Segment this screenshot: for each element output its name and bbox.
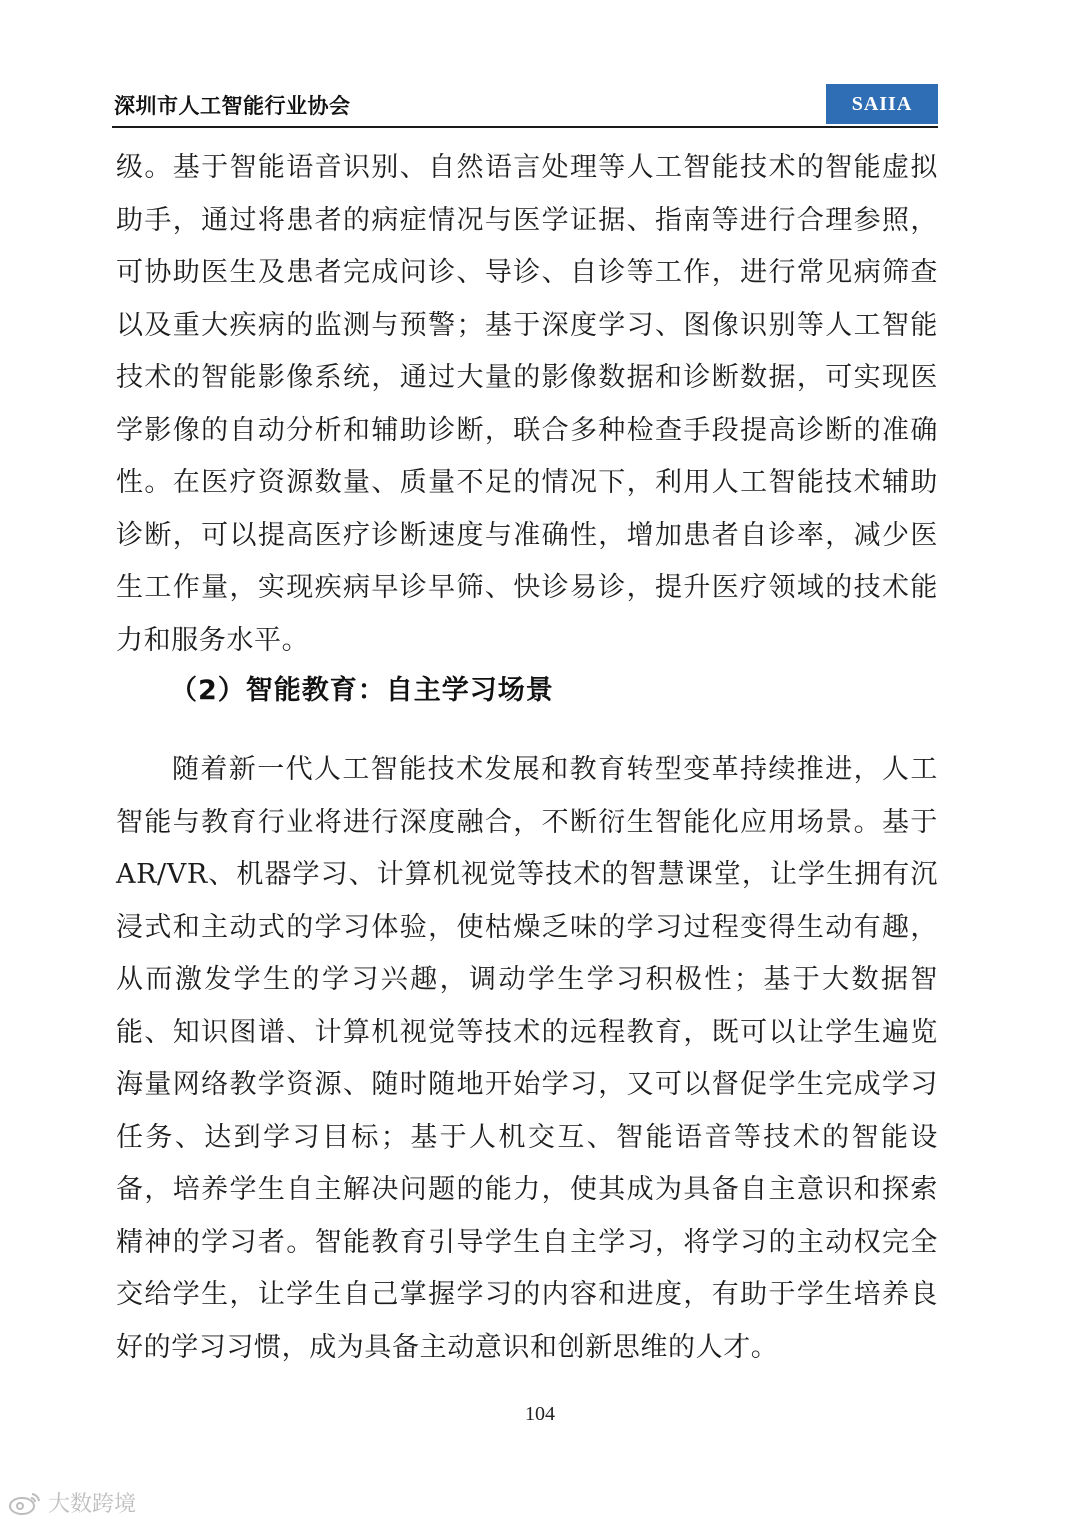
watermark bbox=[8, 1487, 136, 1518]
organization-name: 深圳市人工智能行业协会 bbox=[114, 94, 351, 118]
saiia-badge: SAIIA bbox=[826, 84, 938, 124]
page-header bbox=[112, 84, 938, 128]
section-heading-education: （2）智能教育：自主学习场景 bbox=[170, 675, 554, 706]
weibo-logo-icon bbox=[8, 1490, 42, 1516]
paragraph-medical: 级。基于智能语音识别、自然语言处理等人工智能技术的智能虚拟助手，通过将患者的病症情况与医学证据、指南等进行合理参照，可协助医生及患者完成问诊、导诊、自诊等工作，进行常见病筛查以及重大疾病的监测与预警；基于深度学习、图像识别等人工智能技术的智能影像系统，通过大量的影像数据和诊断数据，可实现医学影像的自动分析和辅助诊断，联合多种检查手段提高诊断的准确性。在医疗资源数量、质量不足的情况下，利用人工智能技术辅助诊断，可以提高医疗诊断速度与准确性，增加患者自诊率，减少医生工作量，实现疾病早诊早筛、快诊易诊，提升医疗领域的技术能力和服务水平。 bbox=[116, 152, 938, 656]
paragraph-education: 随着新一代人工智能技术发展和教育转型变革持续推进，人工智能与教育行业将进行深度融合，不断衍生智能化应用场景。基于 AR/VR、机器学习、计算机视觉等技术的智慧课堂，让学生拥有沉浸式和主动式的学习体验，使枯燥乏味的学习过程变得生动有趣，从而激发学生的学习兴趣，调动学生学习积极性；基于大数据智能、知识图谱、计算机视觉等技术的远程教育，既可以让学生遍览海量网络教学资源、随时随地开始学习，又可以督促学生完成学习任务、达到学习目标；基于人机交互、智能语音等技术的智能设备，培养学生自主解决问题的能力，使其成为具备自主意识和探索精神的学习者。智能教育引导学生自主学习，将学习的主动权完全交给学生，让学生自己掌握学习的内容和进度，有助于学生培养良好的学习习惯，成为具备主动意识和创新思维的人才。 bbox=[116, 754, 938, 1363]
watermark-text: 大数跨境 bbox=[48, 1492, 137, 1517]
page-number: 104 bbox=[525, 1403, 555, 1425]
